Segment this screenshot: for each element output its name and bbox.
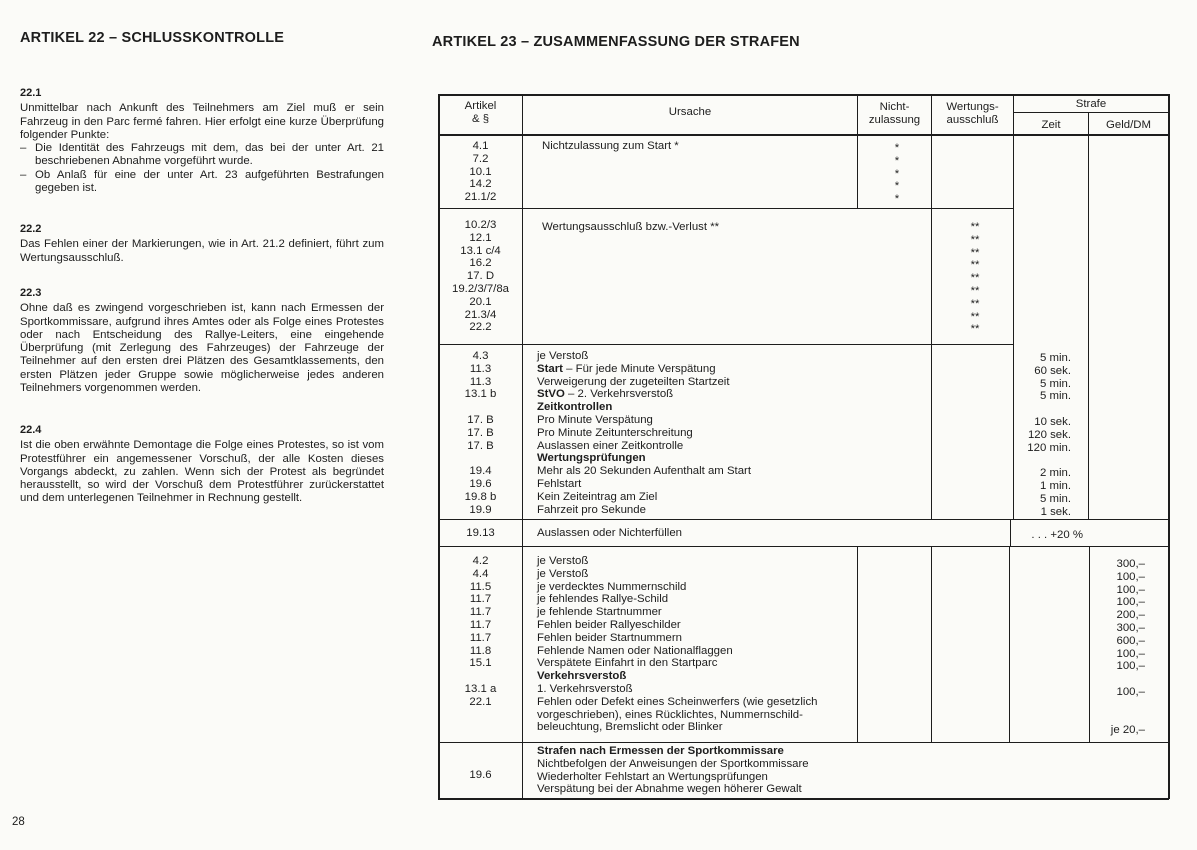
money-cell: 300,– [1116, 621, 1145, 634]
article-cell: 10.2/3 [464, 219, 497, 231]
header-nicht-line2: zulassung [868, 113, 921, 126]
header-zeit: Zeit [1041, 119, 1061, 131]
time-cell: 5 min. [1039, 352, 1071, 364]
cause-line: je fehlendes Rallye-Schild [537, 593, 669, 606]
article-cell: 11.3 [469, 362, 492, 375]
time-cell [1014, 403, 1071, 416]
mark-cell: ** [970, 259, 980, 272]
article-cell: 21.1/2 [464, 191, 497, 204]
time-cell: 5 min. [1039, 492, 1071, 505]
header-wert-line2: ausschluß [946, 113, 999, 126]
group3-times [1014, 352, 1071, 518]
article-cell: 19.9 [469, 503, 492, 516]
cause-line: Fehlstart [537, 477, 582, 490]
section-22-2 [20, 223, 384, 265]
article-cell: 4.3 [472, 350, 489, 362]
cause-line: Fehlen beider Rallyeschilder [537, 618, 681, 631]
header-artikel-line2: & § [471, 112, 490, 125]
group2-articles [440, 219, 521, 334]
time-cell: 60 sek. [1034, 364, 1071, 377]
cause-line: Verspätete Einfahrt in den Startparc [537, 657, 718, 670]
article-cell: 20.1 [469, 295, 492, 308]
header-nicht-line1: Nicht- [879, 101, 910, 113]
article-cell: 11.7 [469, 618, 492, 631]
article-22-title: ARTIKEL 22 – SCHLUSSKONTROLLE [20, 30, 285, 46]
article-cell: 17. B [467, 439, 494, 452]
money-cell: 200,– [1116, 609, 1145, 622]
article-cell: 22.2 [469, 321, 492, 334]
article-cell: 17. B [467, 426, 494, 439]
article-23-title: ARTIKEL 23 – ZUSAMMENFASSUNG DER STRAFEN [432, 34, 800, 50]
article-cell: 15.1 [469, 657, 492, 670]
cause-rest: – Für jede Minute Verspätung [562, 362, 716, 375]
cause-line: Nichtbefolgen der Anweisungen der Sportkommissare [537, 757, 809, 770]
cause-line: Auslassen einer Zeitkontrolle [537, 439, 684, 452]
time-cell: 1 sek. [1040, 505, 1071, 518]
time-cell: 1 min. [1039, 479, 1071, 492]
time-cell: 2 min. [1039, 467, 1071, 480]
money-cell [1090, 699, 1145, 712]
mark-cell: ** [970, 221, 980, 233]
article-cell: 14.2 [469, 178, 492, 191]
time-cell: 5 min. [1039, 377, 1071, 390]
article-cell: 4.4 [472, 567, 489, 580]
money-cell: 300,– [1116, 558, 1145, 570]
mark-cell: ** [970, 323, 980, 336]
header-artikel-line1: Artikel [464, 100, 497, 112]
section-number: 22.3 [20, 287, 42, 299]
group4-cause: Auslassen oder Nichterfüllen [537, 527, 682, 539]
article-cell: 10.1 [469, 165, 492, 178]
article-cell: 19.6 [469, 477, 492, 490]
left-column [20, 30, 384, 46]
section-text: Unmittelbar nach Ankunft des Teilnehmers am Ziel muß er sein Fahrzeug in den Parc fermé fahren. Hier erfolgt eine kurze Überprüfung folgender Punkte: [20, 102, 384, 141]
article-cell: 16.2 [469, 257, 492, 270]
header-wertungsausschluss [932, 101, 1013, 127]
time-cell [1014, 454, 1071, 467]
money-cell: 100,– [1116, 685, 1145, 698]
header-geld: Geld/DM [1106, 119, 1151, 131]
header-strafe: Strafe [1075, 98, 1107, 110]
article-cell [440, 670, 521, 683]
cause-line: Fahrzeit pro Sekunde [537, 503, 646, 516]
article-cell: 13.1 b [464, 388, 497, 401]
article-cell: 13.1 c/4 [460, 244, 501, 257]
article-cell: 11.7 [469, 606, 492, 619]
section-22-3 [20, 287, 384, 395]
section-number: 22.1 [20, 87, 42, 99]
group5-money [1090, 558, 1145, 737]
mark-cell: ** [970, 246, 980, 259]
money-cell: 100,– [1116, 583, 1145, 596]
cause-line: Pro Minute Verspätung [537, 413, 653, 426]
money-cell: 100,– [1116, 660, 1145, 673]
group4-article: 19.13 [466, 527, 495, 539]
article-cell: 19.4 [469, 465, 492, 478]
header-nichtzulassung [858, 101, 931, 127]
money-cell [1090, 712, 1145, 725]
mark-cell: * [894, 167, 900, 180]
money-cell: 600,– [1116, 634, 1145, 647]
section-number: 22.4 [20, 424, 42, 436]
article-cell: 12.1 [469, 231, 492, 244]
cause-heading: Verkehrsverstoß [537, 670, 627, 683]
cause-line: Verspätung bei der Abnahme wegen höherer Gewalt [537, 783, 802, 796]
header-artikel [440, 100, 521, 126]
mark-cell: * [894, 154, 900, 167]
cause-line: Fehlende Namen oder Nationalflaggen [537, 644, 733, 657]
group2-cause: Wertungsausschluß bzw.-Verlust ** [542, 221, 720, 233]
article-cell: 11.8 [469, 644, 492, 657]
article-cell: 11.7 [469, 593, 492, 606]
time-cell: 10 sek. [1034, 415, 1071, 428]
money-cell: 100,– [1116, 570, 1145, 583]
article-cell: 11.3 [469, 375, 492, 388]
group6-article: 19.6 [469, 769, 492, 781]
group1-marks [858, 142, 936, 206]
section-number: 22.2 [20, 223, 42, 235]
cause-heading: Strafen nach Ermessen der Sportkommissare [537, 745, 784, 757]
header-ursache: Ursache [668, 106, 712, 118]
group3-causes [537, 350, 751, 516]
group1-cause: Nichtzulassung zum Start * [542, 140, 679, 152]
group4-time: . . . +20 % [1031, 529, 1083, 541]
bullet-list [20, 142, 384, 195]
article-cell: 13.1 a [464, 682, 497, 695]
section-text: Ohne daß es zwingend vorgeschrieben ist, kann nach Ermessen der Sportkommissare, aufgrund ihres Amtes oder als Folge eines Protestes oder nach Entscheidung des Rallye-Leiters, eine eingehende Überprüfung (mit Zerlegung des Fahrzeuges) der Fahrzeuge der Teilnehmer auf den ersten drei Plätzen des Gesamtklassements, den ersten Plätzen jeder Gruppe sowie möglicherweise jedes anderen Teilnehmers vorgenommen werden. [20, 302, 384, 395]
group5-causes [537, 555, 817, 734]
article-cell: 7.2 [472, 152, 489, 165]
money-cell: 100,– [1116, 596, 1145, 609]
time-cell: 120 min. [1027, 441, 1071, 454]
cause-line [537, 363, 751, 376]
mark-cell: ** [970, 297, 980, 310]
section-22-1 [20, 87, 384, 195]
article-cell: 19.8 b [464, 490, 497, 503]
article-cell: 11.5 [469, 580, 492, 593]
cause-line: Fehlen oder Defekt eines Scheinwerfers (wie gesetzlich [537, 695, 818, 708]
section-text: Ist die oben erwähnte Demontage die Folge eines Protestes, so ist vom Protestführer ein angemessener Vorschuß, der alle Kosten dieses Vorgangs abdeckt, zu zahlen. Wenn sich der Protest als begründet herausstellt, so wird der Vorschuß dem Protestführer zurückerstattet und dem unterlegenen Teilnehmer in Rechnung gestellt. [20, 439, 384, 505]
group1-articles [440, 140, 521, 204]
cause-line: vorgeschrieben), eines Rücklichtes, Nummernschild- [537, 708, 803, 721]
cause-line: je Verstoß [537, 555, 589, 567]
cause-heading: Start [537, 362, 563, 375]
money-cell: je 20,– [1110, 724, 1145, 737]
mark-cell: ** [970, 310, 980, 323]
article-cell: 17. D [466, 270, 495, 283]
cause-line: beleuchtung, Bremslicht oder Blinker [537, 721, 723, 734]
article-cell: 4.1 [472, 140, 489, 152]
article-cell [440, 452, 521, 465]
cause-line: Pro Minute Zeitunterschreitung [537, 426, 693, 439]
bullet-item: – Die Identität des Fahrzeugs mit dem, das bei der unter Art. 21 beschriebenen Abnahme vorgeführt wurde. [20, 142, 384, 169]
mark-cell: * [894, 180, 900, 193]
bullet-item: – Ob Anlaß für eine der unter Art. 23 aufgeführten Bestrafungen gegeben ist. [20, 169, 384, 196]
cause-line: Verweigerung der zugeteilten Startzeit [537, 375, 730, 388]
mark-cell: ** [970, 272, 980, 285]
article-cell: 22.1 [469, 695, 492, 708]
mark-cell: ** [970, 284, 980, 297]
mark-cell: * [894, 142, 900, 154]
section-22-4 [20, 424, 384, 506]
page-number: 28 [12, 816, 25, 828]
cause-line: Kein Zeiteintrag am Ziel [537, 490, 658, 503]
article-cell: 17. B [467, 413, 494, 426]
cause-line: Fehlen beider Startnummern [537, 631, 682, 644]
cause-heading: StVO [537, 388, 565, 401]
cause-line: 1. Verkehrsverstoß [537, 682, 633, 695]
header-wert-line1: Wertungs- [946, 101, 999, 113]
mark-cell: ** [970, 233, 980, 246]
article-cell: 21.3/4 [464, 308, 497, 321]
money-cell: 100,– [1116, 647, 1145, 660]
group3-articles [440, 350, 521, 516]
article-cell: 11.7 [469, 631, 492, 644]
mark-cell: * [894, 193, 900, 206]
cause-line: je Verstoß [537, 350, 589, 362]
group5-articles [440, 555, 521, 709]
cause-line: Mehr als 20 Sekunden Aufenthalt am Start [537, 465, 752, 478]
cause-line [537, 388, 751, 401]
article-cell: 19.2/3/7/8a [451, 282, 509, 295]
cause-line: je fehlende Startnummer [537, 606, 662, 619]
money-cell [1090, 673, 1145, 686]
cause-line: Wiederholter Fehlstart an Wertungsprüfungen [537, 770, 768, 783]
group6-causes [537, 745, 809, 796]
article-cell: 4.2 [472, 555, 489, 567]
cause-heading: Wertungsprüfungen [537, 452, 646, 465]
section-text: Das Fehlen einer der Markierungen, wie in Art. 21.2 definiert, führt zum Wertungsausschluß. [20, 238, 384, 264]
article-cell [440, 401, 521, 414]
cause-rest: – 2. Verkehrsverstoß [564, 388, 674, 401]
time-cell: 120 sek. [1027, 428, 1071, 441]
cause-line: je Verstoß [537, 567, 589, 580]
cause-line: je verdecktes Nummernschild [537, 580, 687, 593]
group2-marks [932, 221, 1018, 336]
time-cell: 5 min. [1039, 390, 1071, 403]
cause-heading: Zeitkontrollen [537, 401, 613, 414]
